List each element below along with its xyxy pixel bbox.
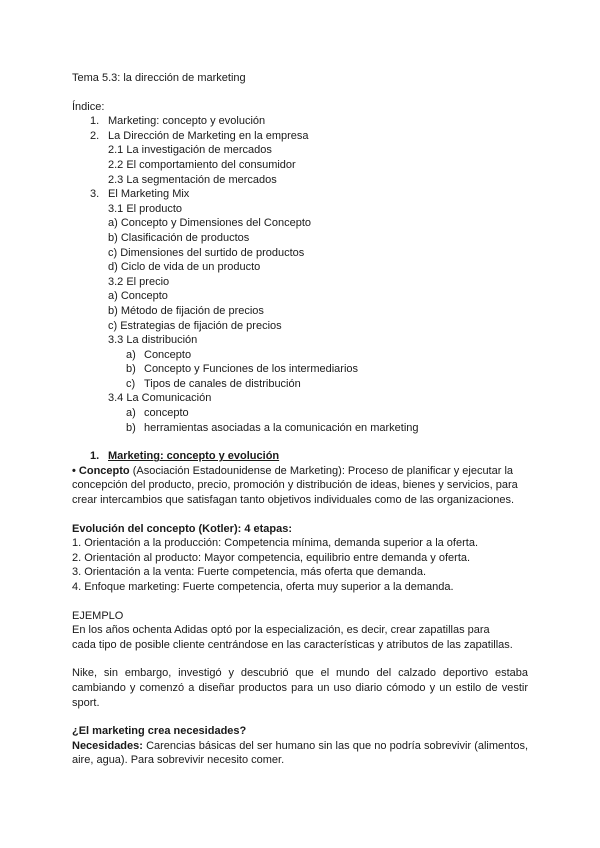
adidas-line-1: En los años ochenta Adidas optó por la especialización, es decir, crear zapatillas para: [72, 624, 490, 637]
concepto-paragraph: [72, 464, 528, 508]
index-text: concepto: [144, 407, 189, 420]
index-sub-3-1-c: c) Dimensiones del surtido de productos: [108, 246, 305, 259]
necesidades-term: Necesidades:: [72, 739, 143, 752]
index-number: 3.: [90, 188, 100, 201]
evolucion-item-3: 3. Orientación a la venta: Fuerte competencia, más oferta que demanda.: [72, 566, 427, 579]
index-sub-3-2-a: a) Concepto: [108, 290, 168, 303]
index-text: Tipos de canales de distribución: [144, 377, 301, 390]
index-letter: a): [126, 348, 136, 361]
section-title: Marketing: concepto y evolución: [108, 450, 280, 463]
index-sub-2-3: 2.3 La segmentación de mercados: [108, 173, 277, 186]
ejemplo-label: EJEMPLO: [72, 609, 124, 622]
index-sub-3-1-a: a) Concepto y Dimensiones del Concepto: [108, 217, 312, 230]
adidas-paragraph: [72, 623, 528, 652]
index-text: La Dirección de Marketing en la empresa: [108, 129, 309, 142]
index-sub-3-1-b: b) Clasificación de productos: [108, 231, 250, 244]
evolucion-item-1: 1. Orientación a la producción: Competencia mínima, demanda superior a la oferta.: [72, 537, 478, 550]
concepto-text-2: concepción del producto, precio, promoción y distribución de ideas, bienes y servicios, para: [72, 479, 518, 492]
section-number: 1.: [90, 450, 100, 463]
document-title: Tema 5.3: la dirección de marketing: [72, 72, 246, 84]
index-letter: c): [126, 377, 136, 390]
index-text: Concepto y Funciones de los intermediarios: [144, 363, 359, 376]
index-number: 1.: [90, 115, 100, 128]
index-number: 2.: [90, 129, 100, 142]
index-sub-3-4-b: [72, 421, 528, 436]
necesidades-paragraph: [72, 739, 528, 768]
index-item-3: [72, 187, 528, 202]
index-sub-3-3-c: [72, 377, 528, 392]
index-text: herramientas asociadas a la comunicación en marketing: [144, 421, 419, 434]
index-letter: a): [126, 407, 136, 420]
index-sub-3-2-c: c) Estrategias de fijación de precios: [108, 319, 282, 332]
index-sub-3-2-b: b) Método de fijación de precios: [108, 304, 264, 317]
index-text: El Marketing Mix: [108, 188, 190, 201]
concepto-text-3: crear intercambios que satisfagan tanto objetivos individuales como de las organizaciones.: [72, 494, 515, 507]
index-sub-3-2: 3.2 El precio: [108, 275, 170, 288]
index-sub-3-1-d: d) Ciclo de vida de un producto: [108, 261, 261, 274]
section-1-heading: [72, 449, 528, 464]
index-sub-3-1: 3.1 El producto: [108, 202, 182, 215]
evolucion-heading: [72, 522, 528, 537]
index-letter: b): [126, 421, 136, 434]
index-letter: b): [126, 363, 136, 376]
index-item-2: [72, 129, 528, 144]
index-sub-3-3: 3.3 La distribución: [108, 334, 198, 347]
document-page: [72, 71, 528, 768]
index-sub-3-4-a: [72, 406, 528, 421]
nike-paragraph: Nike, sin embargo, investigó y descubrió que el mundo del calzado deportivo estaba cambiando y comenzó a diseñar productos para un uso diario cómodo y un estilo de vestir sport.: [72, 667, 528, 709]
index-sub-3-4: 3.4 La Comunicación: [108, 392, 212, 405]
evolucion-item-2: 2. Orientación al producto: Mayor competencia, equilibrio entre demanda y oferta.: [72, 551, 471, 564]
evolucion-heading-text: Evolución del concepto (Kotler): 4 etapas:: [72, 522, 293, 535]
index-sub-3-3-b: [72, 362, 528, 377]
question-heading: [72, 724, 528, 739]
index-label: Índice:: [72, 100, 105, 113]
question-text: ¿El marketing crea necesidades?: [72, 725, 247, 738]
concepto-term: • Concepto: [72, 464, 130, 477]
index-sub-2-1: 2.1 La investigación de mercados: [108, 144, 272, 157]
index-text: Marketing: concepto y evolución: [108, 115, 266, 128]
index-sub-3-3-a: [72, 348, 528, 363]
adidas-line-2: cada tipo de posible cliente centrándose en las características y atributos de las zapatillas.: [72, 638, 513, 651]
index-item-1: [72, 114, 528, 129]
concepto-text-1: (Asociación Estadounidense de Marketing): Proceso de planificar y ejecutar la: [129, 464, 514, 477]
evolucion-item-4: 4. Enfoque marketing: Fuerte competencia, oferta muy superior a la demanda.: [72, 581, 454, 593]
index-text: Concepto: [144, 348, 192, 361]
necesidades-text: Carencias básicas del ser humano sin las que no podría sobrevivir (alimentos, aire, agua). Para sobrevivir necesito comer.: [72, 739, 528, 767]
index-sub-2-2: 2.2 El comportamiento del consumidor: [108, 158, 296, 171]
